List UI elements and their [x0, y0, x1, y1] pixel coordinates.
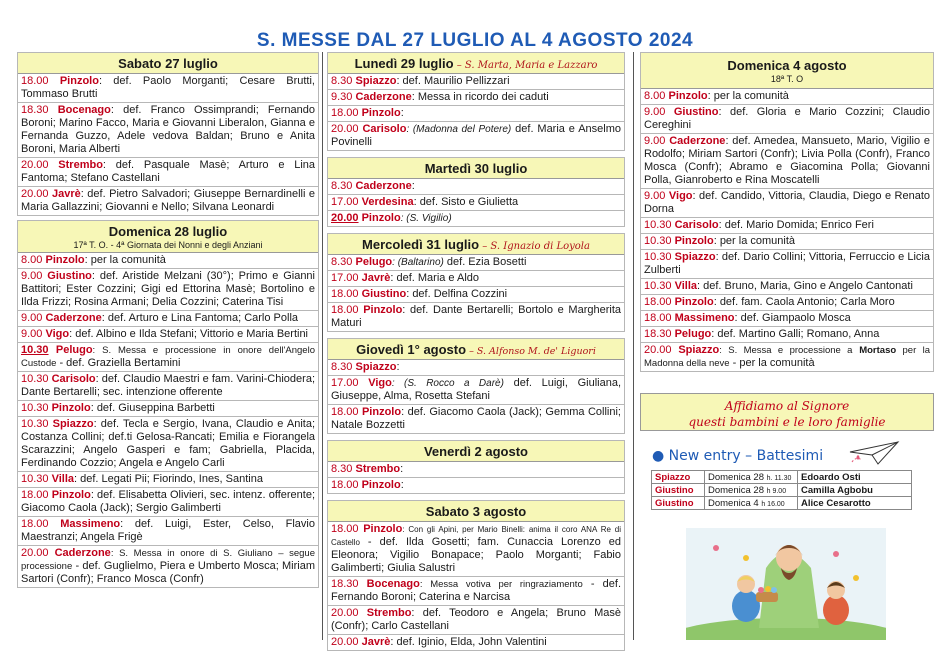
- mass-entry: 9.00 Caderzone: def. Amedea, Mansueto, Mario, Vigilio e Rodolfo; Miriam Sartori (Confr); Livia Polla (Confr), Franco Mosca (Confr); Abramo e Giacomina Polla; Giovanni Polla, Gianroberto e Rina Moscatelli: [641, 134, 933, 189]
- mass-entry: 18.30 Bocenago: def. Franco Ossimprandi; Fernando Boroni; Marino Facco, Maria e Giovanni Liberalon, Gianna e Fernanda Guzzo, Adele vedova Baldan; Bruno e Anita Boroni, Maria Alberti: [18, 103, 318, 158]
- day-header: Lunedì 29 luglio – S. Marta, Maria e Lazzaro: [328, 53, 624, 74]
- day-header: Venerdì 2 agosto: [328, 441, 624, 462]
- mass-entry: 9.00 Giustino: def. Aristide Melzani (30°); Primo e Gianni Battitori; Ester Cozzini; Gigi ed Ettorina Masè; Bortolino e Ilda Frizzi; Rosina Armani; Delia Cozzini; Caterina Tisi: [18, 269, 318, 311]
- mass-entry: 18.00 Massimeno: def. Luigi, Ester, Celso, Flavio Maestranzi; Angela Frigè: [18, 517, 318, 546]
- baptism-heading: [652, 448, 823, 464]
- day-header: Mercoledì 31 luglio – S. Ignazio di Loyola: [328, 234, 624, 255]
- mass-entry: 20.00 Carisolo: (Madonna del Potere) def. Maria e Anselmo Povinelli: [331, 123, 622, 148]
- mass-entry: 8.00 Pinzolo: per la comunità: [18, 253, 318, 269]
- table-row: Giustino Domenica 28 h 9.00 Camilla Agbobu: [652, 484, 912, 497]
- day-header: Sabato 27 luglio: [18, 53, 318, 74]
- mass-entry: 18.30 Pelugo: def. Martino Galli; Romano, Anna: [641, 327, 933, 343]
- day-header: Martedì 30 luglio: [328, 158, 624, 179]
- mass-entry: 18.00 Pinzolo: def. Giacomo Caola (Jack); Gemma Collini; Natale Bozzetti: [331, 406, 621, 431]
- bullet-icon: ●: [652, 448, 665, 464]
- mass-entry: 18.00 Pinzolo: def. Elisabetta Olivieri, sec. intenz. offerente; Giacomo Caola (Jack); Sergio Galimberti: [18, 488, 318, 517]
- mass-entry: 10.30 Villa: def. Bruno, Maria, Gino e Angelo Cantonati: [641, 279, 933, 295]
- day-header: Sabato 3 agosto: [328, 501, 624, 522]
- day-header: Giovedì 1° agosto – S. Alfonso M. de' Liguori: [328, 339, 624, 360]
- mass-entry: 8.30 Strembo:: [328, 462, 624, 478]
- mass-entry: 18.00 Pinzolo: def. fam. Caola Antonio; Carla Moro: [641, 295, 933, 311]
- page-title: S. MESSE DAL 27 LUGLIO AL 4 AGOSTO 2024: [256, 30, 694, 51]
- mass-entry: 9.00 Caderzone: def. Arturo e Lina Fantoma; Carlo Polla: [18, 311, 318, 327]
- day-header: Domenica 28 luglio 17ª T. O. - 4ª Giornata dei Nonni e degli Anziani: [18, 221, 318, 253]
- jesus-with-children-illustration: [686, 528, 886, 640]
- day-header: Domenica 4 agosto 18ª T. O: [641, 53, 933, 89]
- mass-entry: 18.30 Bocenago: Messa votiva per ringraziamento - def. Fernando Boroni; Caterina e Narcisa: [328, 577, 624, 606]
- column-divider: [322, 52, 323, 640]
- new-entry-label: New entry: [668, 448, 741, 464]
- mass-entry: 8.30 Caderzone:: [328, 179, 624, 195]
- entrust-line-2: questi bambini e le loro famiglie: [688, 415, 886, 429]
- paper-plane-icon: [848, 440, 900, 468]
- day-block-sun4: [640, 52, 934, 372]
- mass-entry: 18.00 Massimeno: def. Giampaolo Mosca: [641, 311, 933, 327]
- mass-entry: 18.00 Pinzolo:: [328, 106, 624, 122]
- mass-entry: 17.00 Verdesina: def. Sisto e Giulietta: [328, 195, 624, 211]
- mass-entry: 9.00 Giustino: def. Gloria e Mario Cozzini; Claudio Cereghini: [641, 105, 933, 134]
- mass-entry: 10.30 Pinzolo: per la comunità: [641, 234, 933, 250]
- table-row: Giustino Domenica 4 h 16.00 Alice Cesarotto: [652, 497, 912, 510]
- mass-entry: 10.30 Pinzolo: def. Giuseppina Barbetti: [18, 401, 318, 417]
- mass-entry: 18.00 Pinzolo: Con gli Apini, per Mario Binelli: anima il coro ANA Re di Castello - def. Ilda Gosetti; fam. Cunaccia Lorenzo ed Eleonora; Vigilio Bonapace; Paolo Morganti; Fabio Galimberti; Giulia Salustri: [328, 522, 624, 577]
- baptism-table: [651, 470, 912, 510]
- day-block-sat27: [17, 52, 319, 216]
- mass-entry: 10.30 Carisolo: def. Mario Domida; Enrico Feri: [641, 218, 933, 234]
- mass-entry: 8.30 Pelugo: (Baltarino) def. Ezia Bosetti: [328, 255, 624, 271]
- day-block-wed31: [327, 233, 625, 332]
- mass-entry: 20.00 Javrè: def. Pietro Salvadori; Giuseppe Bernardinelli e Maria Gallazzini; Giovanni e Nello; Silvana Leonardi: [21, 188, 316, 213]
- mass-entry: 18.00 Giustino: def. Delfina Cozzini: [328, 287, 624, 303]
- day-block-tue30: [327, 157, 625, 227]
- mass-entry: 8.30 Spiazzo:: [328, 360, 624, 376]
- mass-entry: 20.00 Caderzone: S. Messa in onore di S. Giuliano – segue processione - def. Guglielmo, Piera e Umberto Mosca; Miriam Sartori (Confr); Franco Mosca (Confr): [21, 547, 315, 585]
- mass-entry: 20.00 Spiazzo: S. Messa e processione a Mortaso per la Madonna della neve - per la comunità: [644, 344, 931, 369]
- column-right: [640, 52, 934, 372]
- mass-entry: 17.00 Vigo: (S. Rocco a Darè) def. Luigi, Giuliana, Giuseppe, Alma, Rosetta Stefani: [328, 376, 624, 405]
- day-block-fri2: [327, 440, 625, 494]
- mass-entry: 10.30 Spiazzo: def. Dario Collini; Vittoria, Ferruccio e Licia Zulberti: [641, 250, 933, 279]
- mass-entry: 10.30 Spiazzo: def. Tecla e Sergio, Ivana, Claudio e Anita; Costanza Collini; def.ti Gelosa-Rancati; Emilia e Fiorangela Scarazzini; Angelo Gasperi e fam; Gabriella, Placida, Ferdinando Cozzio; Angela e Angelo Carli: [18, 417, 318, 472]
- mass-entry: 9.30 Caderzone: Messa in ricordo dei caduti: [328, 90, 624, 106]
- mass-entry: 18.00 Pinzolo:: [331, 479, 404, 491]
- mass-entry: 20.00 Strembo: def. Pasquale Masè; Arturo e Lina Fantoma; Stefano Castellani: [18, 158, 318, 187]
- day-block-sat3: [327, 500, 625, 651]
- entrust-banner: [640, 393, 934, 431]
- mass-entry: 10.30 Carisolo: def. Claudio Maestri e fam. Varini-Chiodera; Dante Bertarelli; sec. intenzione offerente: [18, 372, 318, 401]
- day-block-thu1: [327, 338, 625, 434]
- mass-entry: 10.30 Villa: def. Legati Pii; Fiorindo, Ines, Santina: [18, 472, 318, 488]
- column-divider: [633, 52, 634, 640]
- mass-entry: 10.30 Pelugo: S. Messa e processione in onore dell'Angelo Custode - def. Graziella Bertamini: [18, 343, 318, 372]
- column-middle: [327, 52, 625, 651]
- mass-entry: 18.00 Pinzolo: def. Paolo Morganti; Cesare Brutti, Tommaso Brutti: [18, 74, 318, 103]
- mass-entry: 20.00 Strembo: def. Teodoro e Angela; Bruno Masè (Confr); Carlo Castellani: [328, 606, 624, 635]
- mass-entry: 8.00 Pinzolo: per la comunità: [641, 89, 933, 105]
- mass-entry: 17.00 Javrè: def. Maria e Aldo: [328, 271, 624, 287]
- column-left: [17, 52, 319, 588]
- mass-entry: 8.30 Spiazzo: def. Maurilio Pellizzari: [328, 74, 624, 90]
- mass-entry: 9.00 Vigo: def. Albino e Ilda Stefani; Vittorio e Maria Bertini: [18, 327, 318, 343]
- baptism-label: – Battesimi: [745, 448, 824, 464]
- mass-entry: 9.00 Vigo: def. Candido, Vittoria, Claudia, Diego e Renato Dorna: [641, 189, 933, 218]
- entrust-line-1: Affidiamo al Signore: [724, 399, 850, 413]
- table-row: Spiazzo Domenica 28 h. 11.30 Edoardo Osti: [652, 471, 912, 484]
- mass-entry: 18.00 Pinzolo: def. Dante Bertarelli; Bortolo e Margherita Maturi: [331, 304, 621, 329]
- day-block-mon29: [327, 52, 625, 151]
- day-block-sun28: [17, 220, 319, 588]
- mass-entry: 20.00 Pinzolo: (S. Vigilio): [331, 212, 452, 224]
- mass-entry: 20.00 Javrè: def. Iginio, Elda, John Valentini: [331, 636, 547, 648]
